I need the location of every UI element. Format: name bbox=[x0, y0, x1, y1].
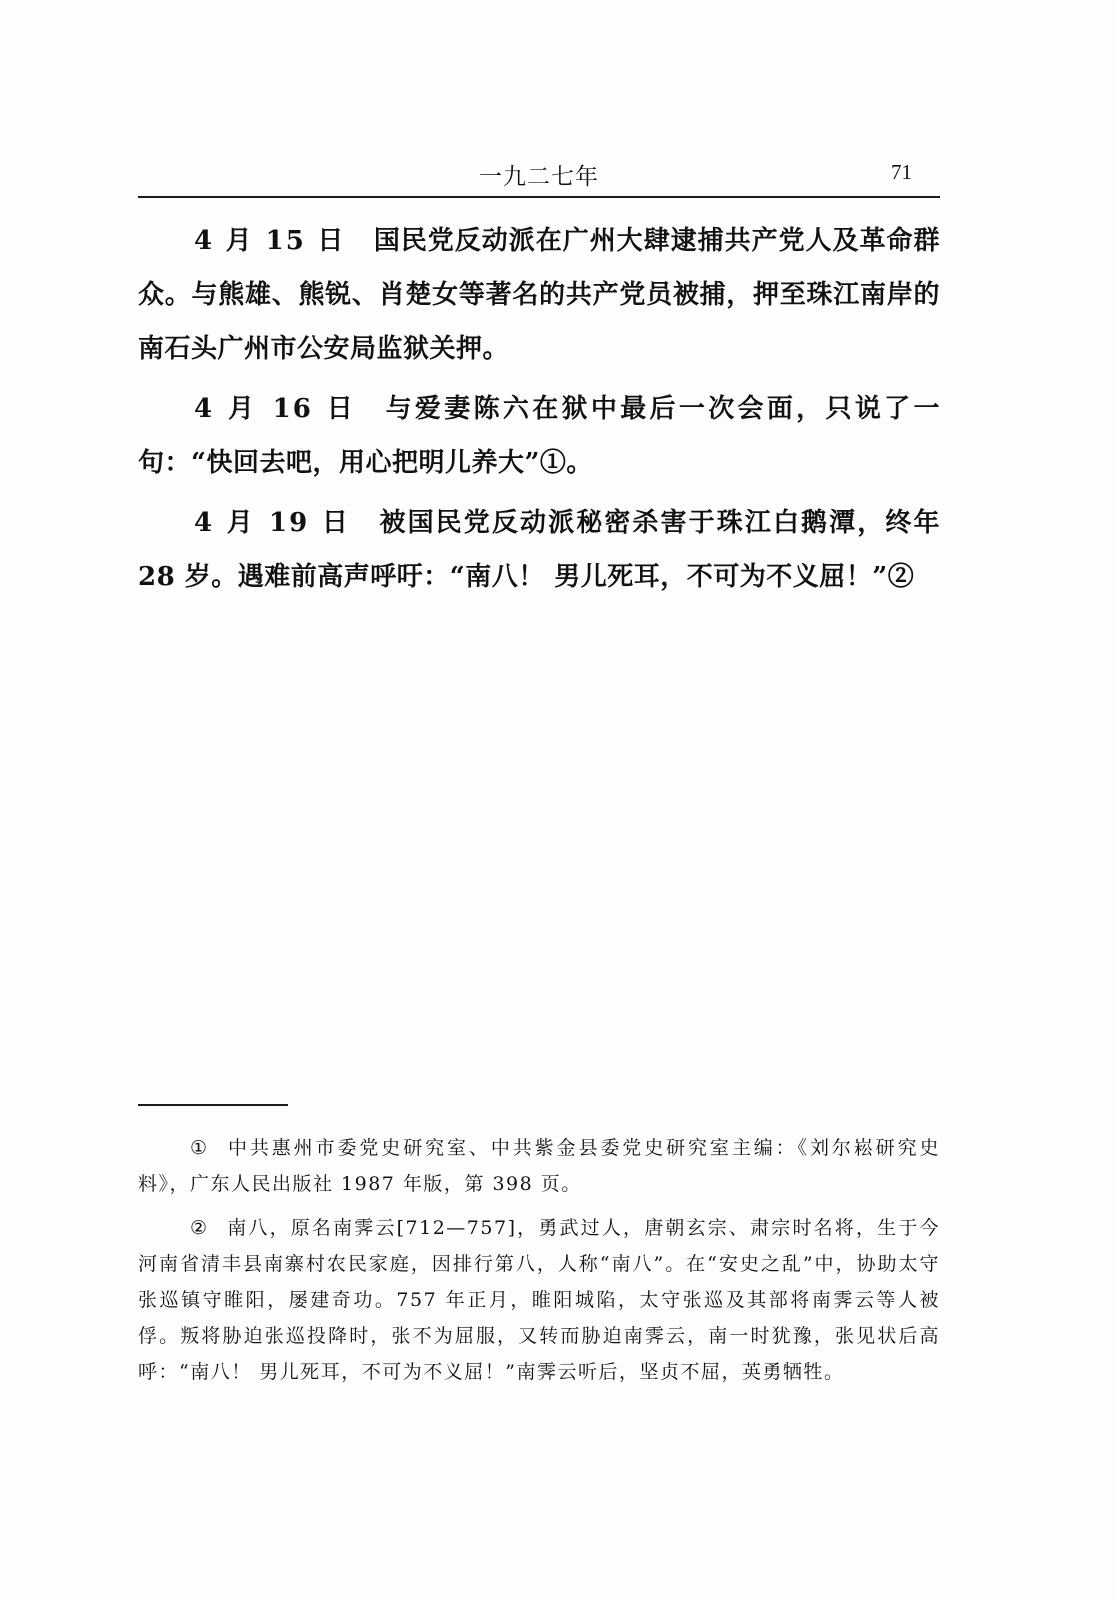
entry-text: 国民党反动派在广州大肆逮捕共产党人及革命群众。与熊雄、熊锐、肖楚女等著名的共产党员被捕，押至珠江南岸的南石头广州市公安局监狱关押。 bbox=[138, 226, 940, 364]
footnotes-section bbox=[138, 1130, 940, 1398]
running-header bbox=[138, 150, 940, 198]
entry-date: 4 月 16 日 bbox=[194, 394, 358, 424]
entry-date: 4 月 19 日 bbox=[194, 508, 352, 538]
chronology-body bbox=[138, 214, 940, 610]
page-number: 71 bbox=[891, 160, 912, 184]
footnote-text: 中共惠州市委党史研究室、中共紫金县委党史研究室主编：《刘尔崧研究史料》，广东人民出版社 1987 年版，第 398 页。 bbox=[138, 1137, 940, 1195]
footnote-mark: ① bbox=[190, 1137, 210, 1159]
chronology-entry bbox=[138, 214, 940, 376]
footnote bbox=[138, 1210, 940, 1390]
chronology-entry bbox=[138, 496, 940, 604]
footnote-divider bbox=[138, 1104, 288, 1106]
entry-date: 4 月 15 日 bbox=[194, 226, 346, 256]
entry-text: 被国民党反动派秘密杀害于珠江白鹅潭，终年 28 岁。遇难前高声呼吁：“南八！ 男儿死耳，不可为不义屈！”② bbox=[138, 508, 940, 592]
header-title: 一九二七年 bbox=[479, 164, 599, 190]
footnote-mark: ② bbox=[190, 1217, 210, 1239]
footnote bbox=[138, 1130, 940, 1202]
footnote-text: 南八，原名南霁云[712—757]，勇武过人，唐朝玄宗、肃宗时名将，生于今河南省清丰县南寨村农民家庭，因排行第八，人称“南八”。在“安史之乱”中，协助太守张巡镇守睢阳，屡建奇功。757 年正月，睢阳城陷，太守张巡及其部将南霁云等人被俘。叛将胁迫张巡投降时，张不为屈服，又转而胁迫南霁云，南一时犹豫，张见状后高呼：“南八！ 男儿死耳，不可为不义屈！”南霁云听后，坚贞不屈，英勇牺牲。 bbox=[138, 1217, 940, 1383]
entry-text: 与爱妻陈六在狱中最后一次会面，只说了一句：“快回去吧，用心把明儿养大”①。 bbox=[138, 394, 940, 478]
chronology-entry bbox=[138, 382, 940, 490]
